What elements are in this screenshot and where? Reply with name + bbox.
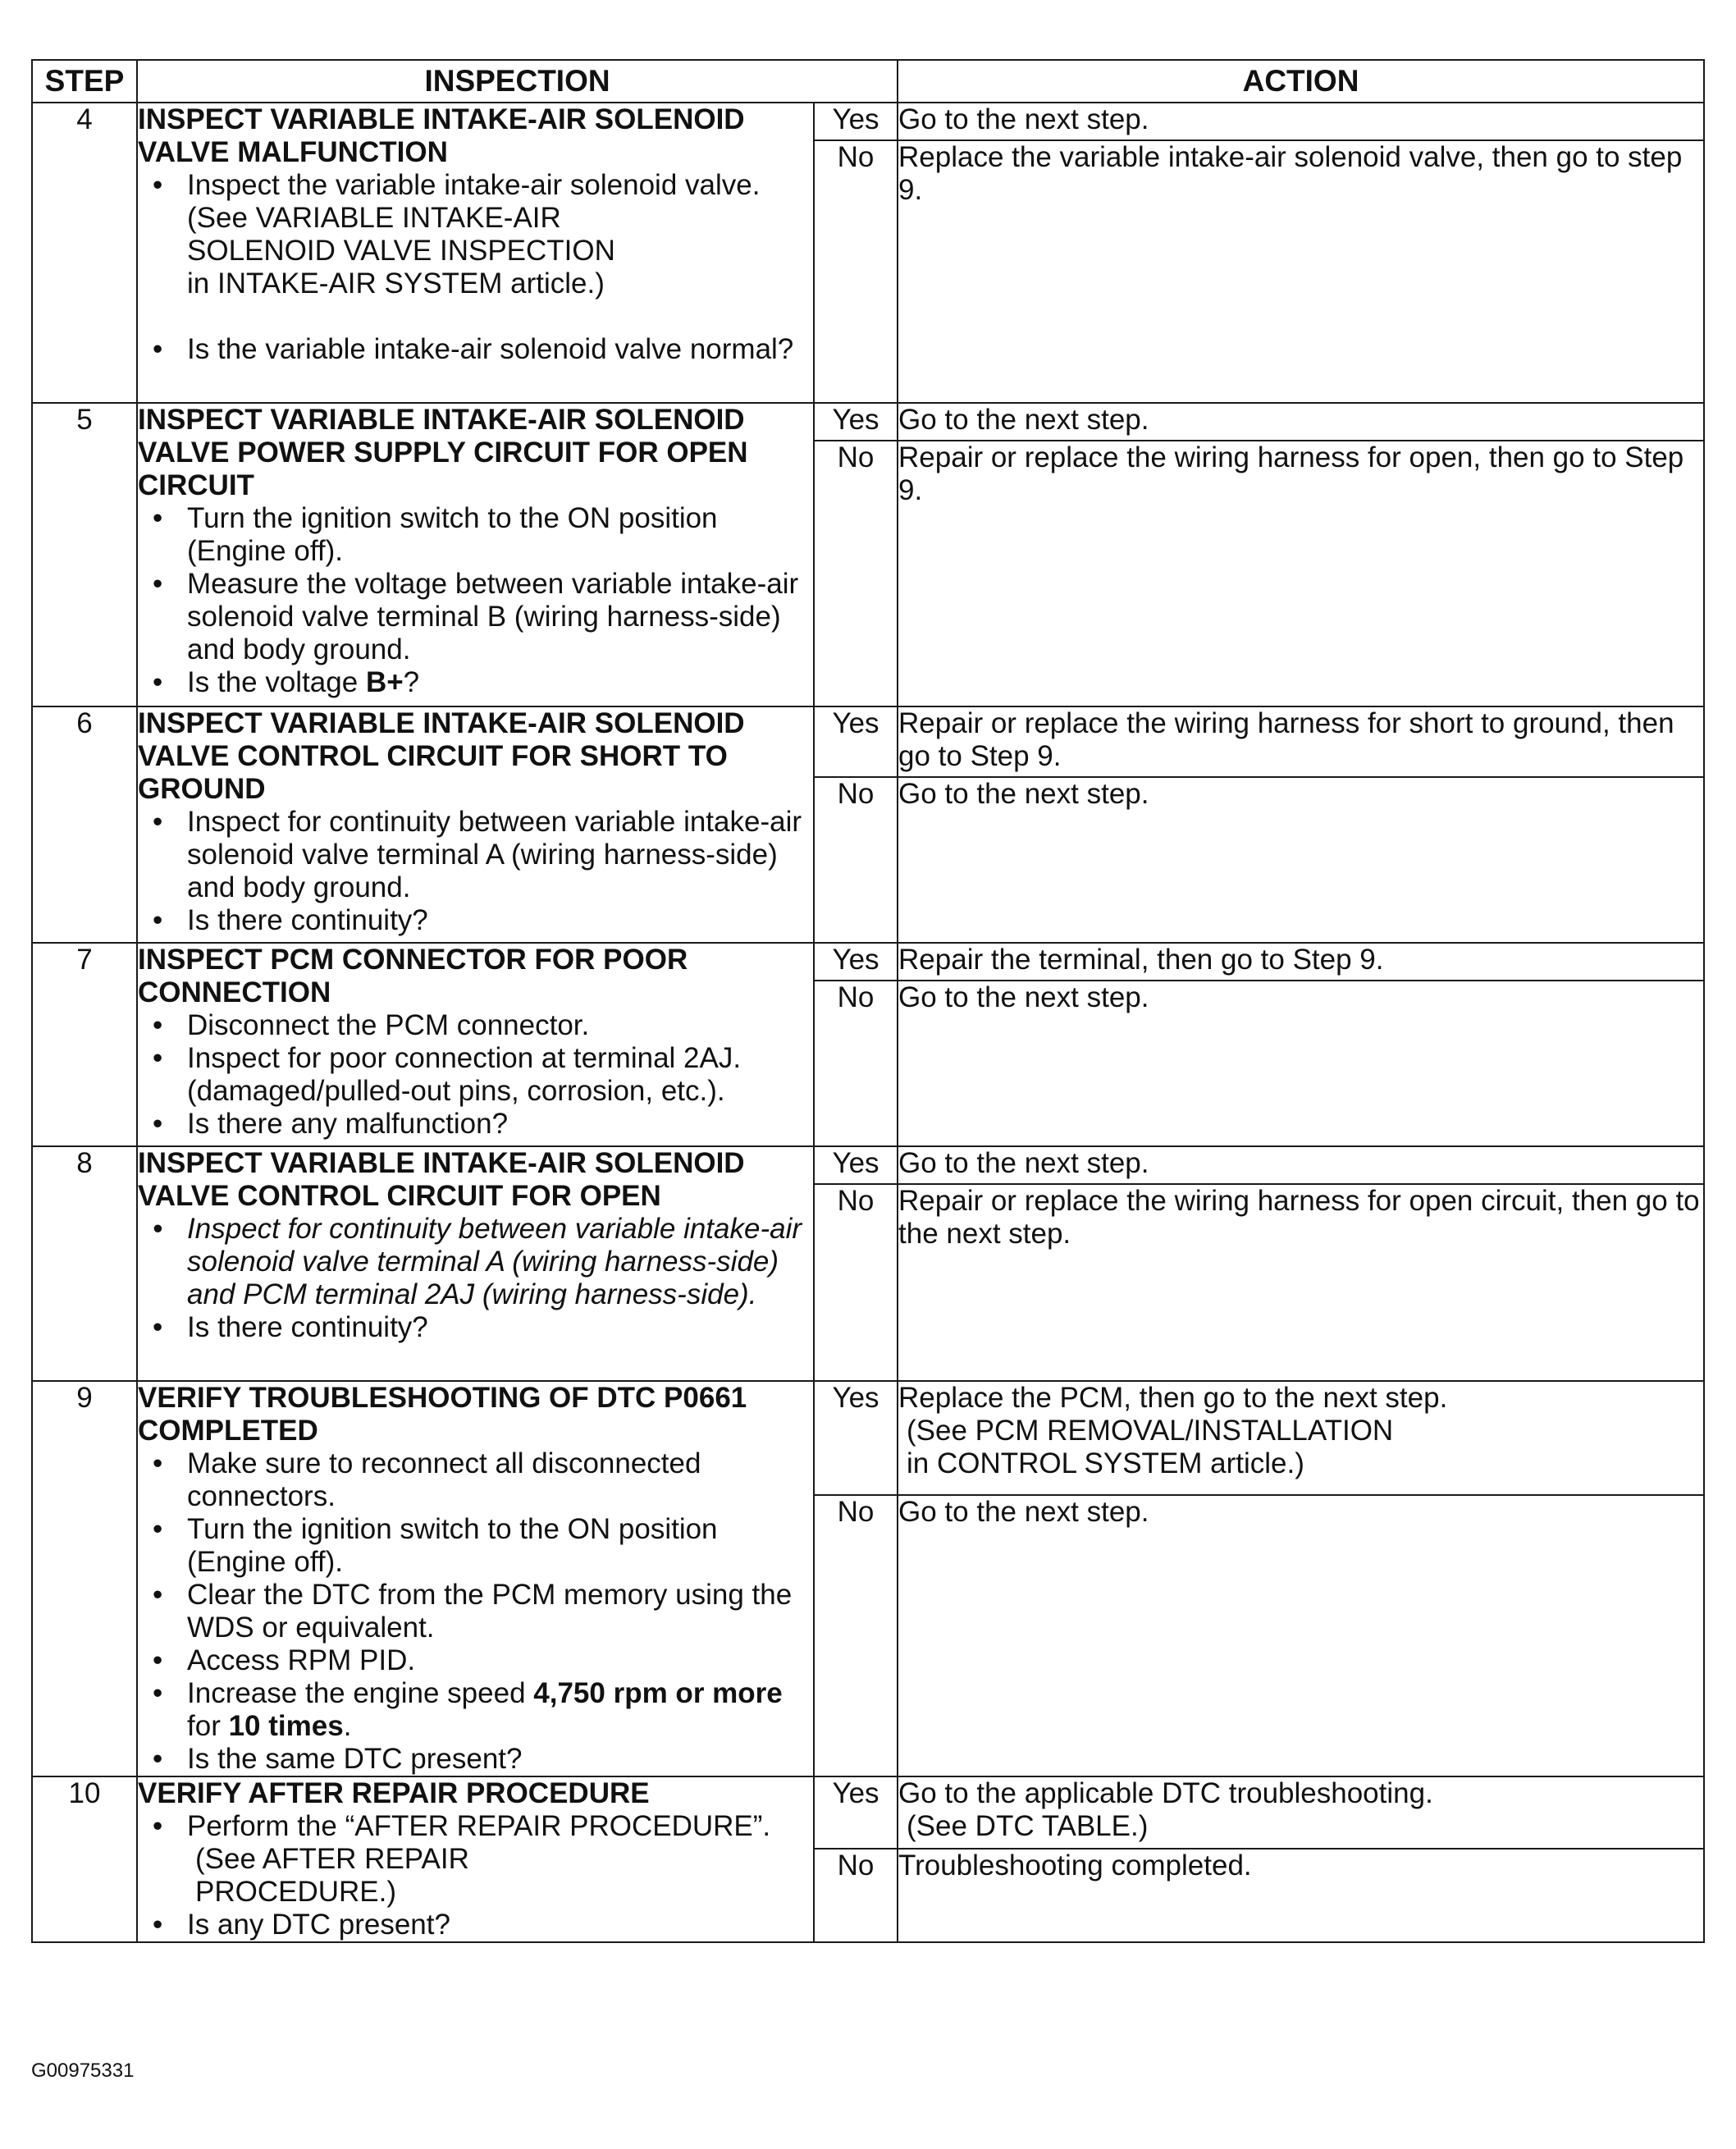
inspection-title: INSPECT VARIABLE INTAKE-AIR SOLENOID VALVE CONTROL CIRCUIT FOR OPEN — [138, 1147, 745, 1212]
troubleshooting-table — [31, 59, 1705, 1943]
step-number: 10 — [32, 1776, 137, 1942]
list-item: • Clear the DTC from the PCM memory using the WDS or equivalent. — [187, 1579, 813, 1644]
inspection-list — [138, 1213, 813, 1344]
list-item: • Is any DTC present? — [187, 1909, 813, 1941]
yes-label: Yes — [814, 403, 898, 441]
no-label: No — [814, 1495, 898, 1776]
inspection-list — [138, 169, 813, 366]
yes-label: Yes — [814, 943, 898, 981]
list-item: • Is the same DTC present? — [187, 1743, 813, 1776]
yes-action: Repair or replace the wiring harness for short to ground, then go to Step 9. — [898, 706, 1704, 777]
no-action: Replace the variable intake-air solenoid valve, then go to step 9. — [898, 140, 1704, 403]
inspection-cell — [137, 1776, 814, 1942]
inspection-title: INSPECT VARIABLE INTAKE-AIR SOLENOID VALVE POWER SUPPLY CIRCUIT FOR OPEN CIRCUIT — [138, 404, 748, 501]
inspection-cell — [137, 103, 814, 403]
table-row — [32, 1381, 1704, 1495]
inspection-title: VERIFY AFTER REPAIR PROCEDURE — [138, 1777, 650, 1809]
action-column-header: ACTION — [898, 60, 1704, 103]
list-item: • Inspect for continuity between variable intake-air solenoid valve terminal A (wiring harness-side) and PCM terminal 2AJ (wiring harness-side). — [187, 1213, 813, 1311]
yes-label: Yes — [814, 103, 898, 140]
list-item: • Measure the voltage between variable intake-air solenoid valve terminal B (wiring harness-side) and body ground. — [187, 568, 813, 666]
inspection-list — [138, 1009, 813, 1141]
list-item: • Inspect the variable intake-air solenoid valve. (See VARIABLE INTAKE-AIR SOLENOID VALVE INSPECTION in INTAKE-AIR SYSTEM article.) — [187, 169, 813, 300]
no-label: No — [814, 981, 898, 1146]
inspection-list — [138, 502, 813, 699]
yes-action: Go to the next step. — [898, 403, 1704, 441]
list-item: • Is there continuity? — [187, 904, 813, 937]
list-item: • Is the variable intake-air solenoid valve normal? — [187, 333, 813, 366]
no-label: No — [814, 1184, 898, 1381]
yes-label: Yes — [814, 1776, 898, 1849]
yes-action: Go to the applicable DTC troubleshooting. (See DTC TABLE.) — [898, 1776, 1704, 1849]
table-row — [32, 943, 1704, 981]
yes-action: Go to the next step. — [898, 1146, 1704, 1184]
yes-label: Yes — [814, 1381, 898, 1495]
step-number: 5 — [32, 403, 137, 706]
table-row — [32, 1776, 1704, 1849]
list-item: • Perform the “AFTER REPAIR PROCEDURE”. (See AFTER REPAIR PROCEDURE.) — [187, 1810, 813, 1909]
inspection-list — [138, 1810, 813, 1941]
list-item: • Turn the ignition switch to the ON position (Engine off). — [187, 1513, 813, 1579]
inspection-cell — [137, 706, 814, 943]
no-label: No — [814, 441, 898, 706]
step-number: 6 — [32, 706, 137, 943]
inspection-column-header: INSPECTION — [137, 60, 898, 103]
list-item: • Is there continuity? — [187, 1311, 813, 1344]
no-action: Troubleshooting completed. — [898, 1849, 1704, 1942]
yes-action: Go to the next step. — [898, 103, 1704, 140]
no-action: Repair or replace the wiring harness for open, then go to Step 9. — [898, 441, 1704, 706]
inspection-title: VERIFY TROUBLESHOOTING OF DTC P0661 COMPLETED — [138, 1382, 747, 1447]
step-number: 9 — [32, 1381, 137, 1776]
table-header-row — [32, 60, 1704, 103]
list-item: • Turn the ignition switch to the ON position (Engine off). — [187, 502, 813, 568]
inspection-cell — [137, 1381, 814, 1776]
step-number: 4 — [32, 103, 137, 403]
inspection-cell — [137, 1146, 814, 1381]
no-action: Go to the next step. — [898, 1495, 1704, 1776]
list-item: • Disconnect the PCM connector. — [187, 1009, 813, 1042]
table-row — [32, 706, 1704, 777]
list-item: • Is there any malfunction? — [187, 1108, 813, 1141]
step-number: 8 — [32, 1146, 137, 1381]
step-column-header: STEP — [32, 60, 137, 103]
inspection-cell — [137, 403, 814, 706]
inspection-title: INSPECT PCM CONNECTOR FOR POOR CONNECTION — [138, 944, 688, 1008]
list-item: • Is the voltage B+? — [187, 666, 813, 699]
figure-code: G00975331 — [31, 2060, 135, 2082]
inspection-list — [138, 806, 813, 937]
no-action: Repair or replace the wiring harness for open circuit, then go to the next step. — [898, 1184, 1704, 1381]
inspection-title: INSPECT VARIABLE INTAKE-AIR SOLENOID VALVE MALFUNCTION — [138, 103, 745, 168]
no-label: No — [814, 777, 898, 943]
no-label: No — [814, 1849, 898, 1942]
inspection-title: INSPECT VARIABLE INTAKE-AIR SOLENOID VALVE CONTROL CIRCUIT FOR SHORT TO GROUND — [138, 707, 745, 805]
inspection-cell — [137, 943, 814, 1146]
list-item: • Access RPM PID. — [187, 1644, 813, 1677]
table-row — [32, 403, 1704, 441]
list-item: • Inspect for continuity between variable intake-air solenoid valve terminal A (wiring harness-side) and body ground. — [187, 806, 813, 904]
yes-label: Yes — [814, 706, 898, 777]
list-item: • Make sure to reconnect all disconnected connectors. — [187, 1447, 813, 1513]
table-row — [32, 103, 1704, 140]
yes-label: Yes — [814, 1146, 898, 1184]
yes-action: Repair the terminal, then go to Step 9. — [898, 943, 1704, 981]
step-number: 7 — [32, 943, 137, 1146]
table-row — [32, 1146, 1704, 1184]
no-action: Go to the next step. — [898, 777, 1704, 943]
yes-action: Replace the PCM, then go to the next step. (See PCM REMOVAL/INSTALLATION in CONTROL SYSTEM article.) — [898, 1381, 1704, 1495]
inspection-list — [138, 1447, 813, 1776]
list-item: • Inspect for poor connection at terminal 2AJ. (damaged/pulled-out pins, corrosion, etc.). — [187, 1042, 813, 1108]
no-label: No — [814, 140, 898, 403]
no-action: Go to the next step. — [898, 981, 1704, 1146]
list-item: • Increase the engine speed 4,750 rpm or more for 10 times. — [187, 1677, 813, 1743]
